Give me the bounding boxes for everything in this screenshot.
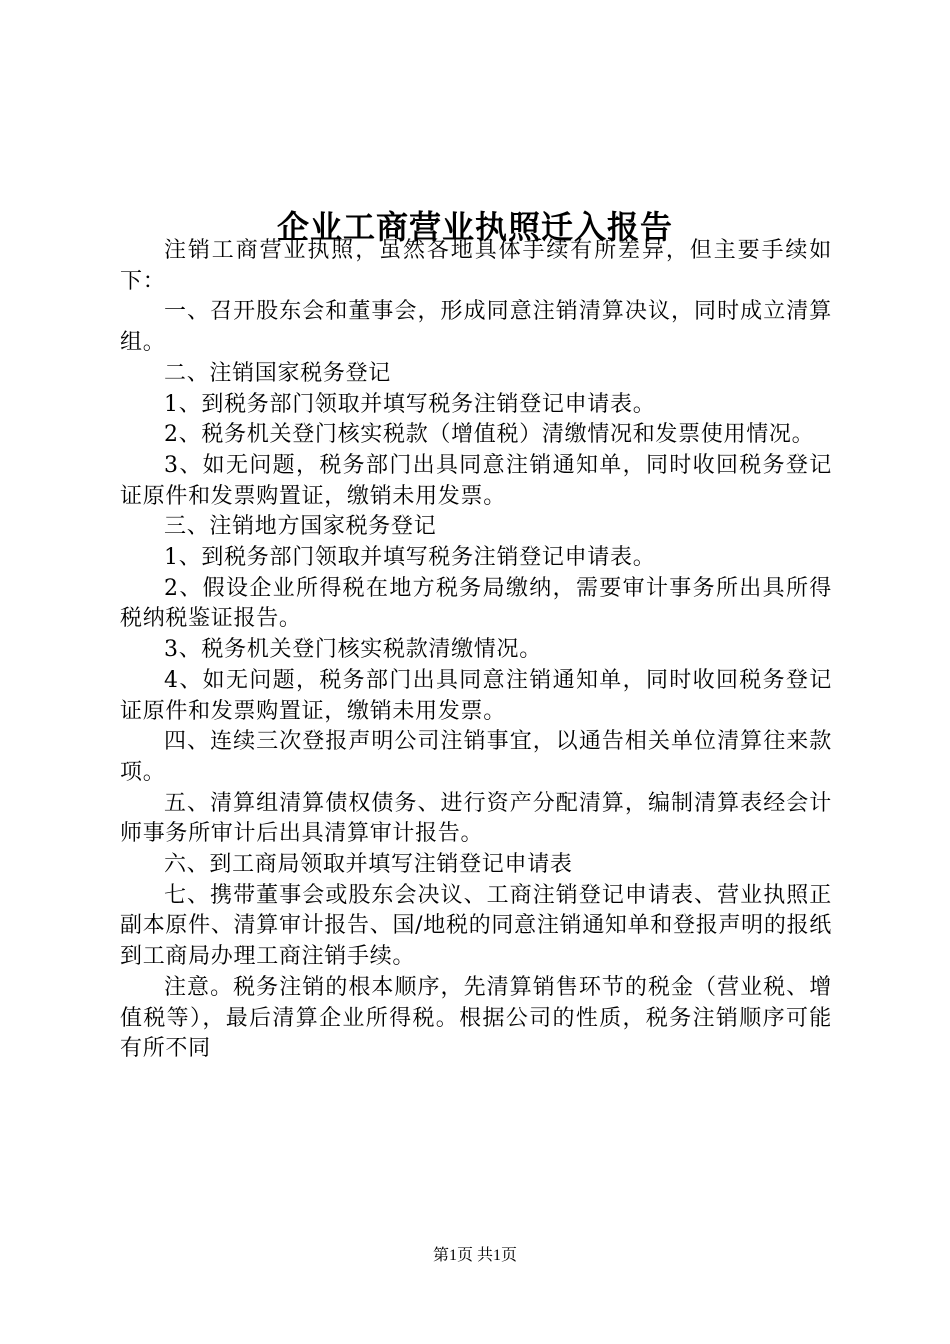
paragraph-step-3-item-1: 1、到税务部门领取并填写税务注销登记申请表。 <box>164 545 656 571</box>
page-title: 企业工商营业执照迁入报告 <box>276 208 673 247</box>
paragraph-step-6: 六、到工商局领取并填写注销登记申请表 <box>164 852 573 878</box>
paragraph-step-7: 七、携带董事会或股东会决议、工商注销登记申请表、营业执照正副本原件、清算审计报告、国/地税的同意注销通知单和登报声明的报纸到工商局办理工商注销手续。 <box>120 882 832 970</box>
page-footer: 第1页 共1页 <box>432 1247 517 1264</box>
paragraph-step-1: 一、召开股东会和董事会，形成同意注销清算决议，同时成立清算组。 <box>120 299 832 356</box>
paragraph-step-5: 五、清算组清算债权债务、进行资产分配清算，编制清算表经会计师事务所审计后出具清算审计报告。 <box>120 790 832 847</box>
paragraph-step-3-item-2: 2、假设企业所得税在地方税务局缴纳，需要审计事务所出具所得税纳税鉴证报告。 <box>120 575 832 632</box>
paragraph-step-2-item-1: 1、到税务部门领取并填写税务注销登记申请表。 <box>164 391 656 417</box>
paragraph-step-2-item-3: 3、如无问题，税务部门出具同意注销通知单，同时收回税务登记证原件和发票购置证，缴销未用发票。 <box>120 452 832 509</box>
paragraph-intro: 注销工商营业执照，虽然各地具体手续有所差异，但主要手续如下： <box>120 238 832 294</box>
paragraph-step-3-item-3: 3、税务机关登门核实税款清缴情况。 <box>164 637 542 663</box>
paragraph-note: 注意。税务注销的根本顺序，先清算销售环节的税金（营业税、增值税等），最后清算企业所得税。根据公司的性质，税务注销顺序可能有所不同 <box>120 974 832 1062</box>
paragraph-step-3-heading: 三、注销地方国家税务登记 <box>164 514 437 540</box>
paragraph-step-2-heading: 二、注销国家税务登记 <box>164 360 392 386</box>
paragraph-step-2-item-2: 2、税务机关登门核实税款（增值税）清缴情况和发票使用情况。 <box>164 422 815 448</box>
document-body <box>120 236 832 1065</box>
paragraph-step-3-item-4: 4、如无问题，税务部门出具同意注销通知单，同时收回税务登记证原件和发票购置证，缴销未用发票。 <box>120 667 832 724</box>
paragraph-step-4: 四、连续三次登报声明公司注销事宜，以通告相关单位清算往来款项。 <box>120 729 832 785</box>
